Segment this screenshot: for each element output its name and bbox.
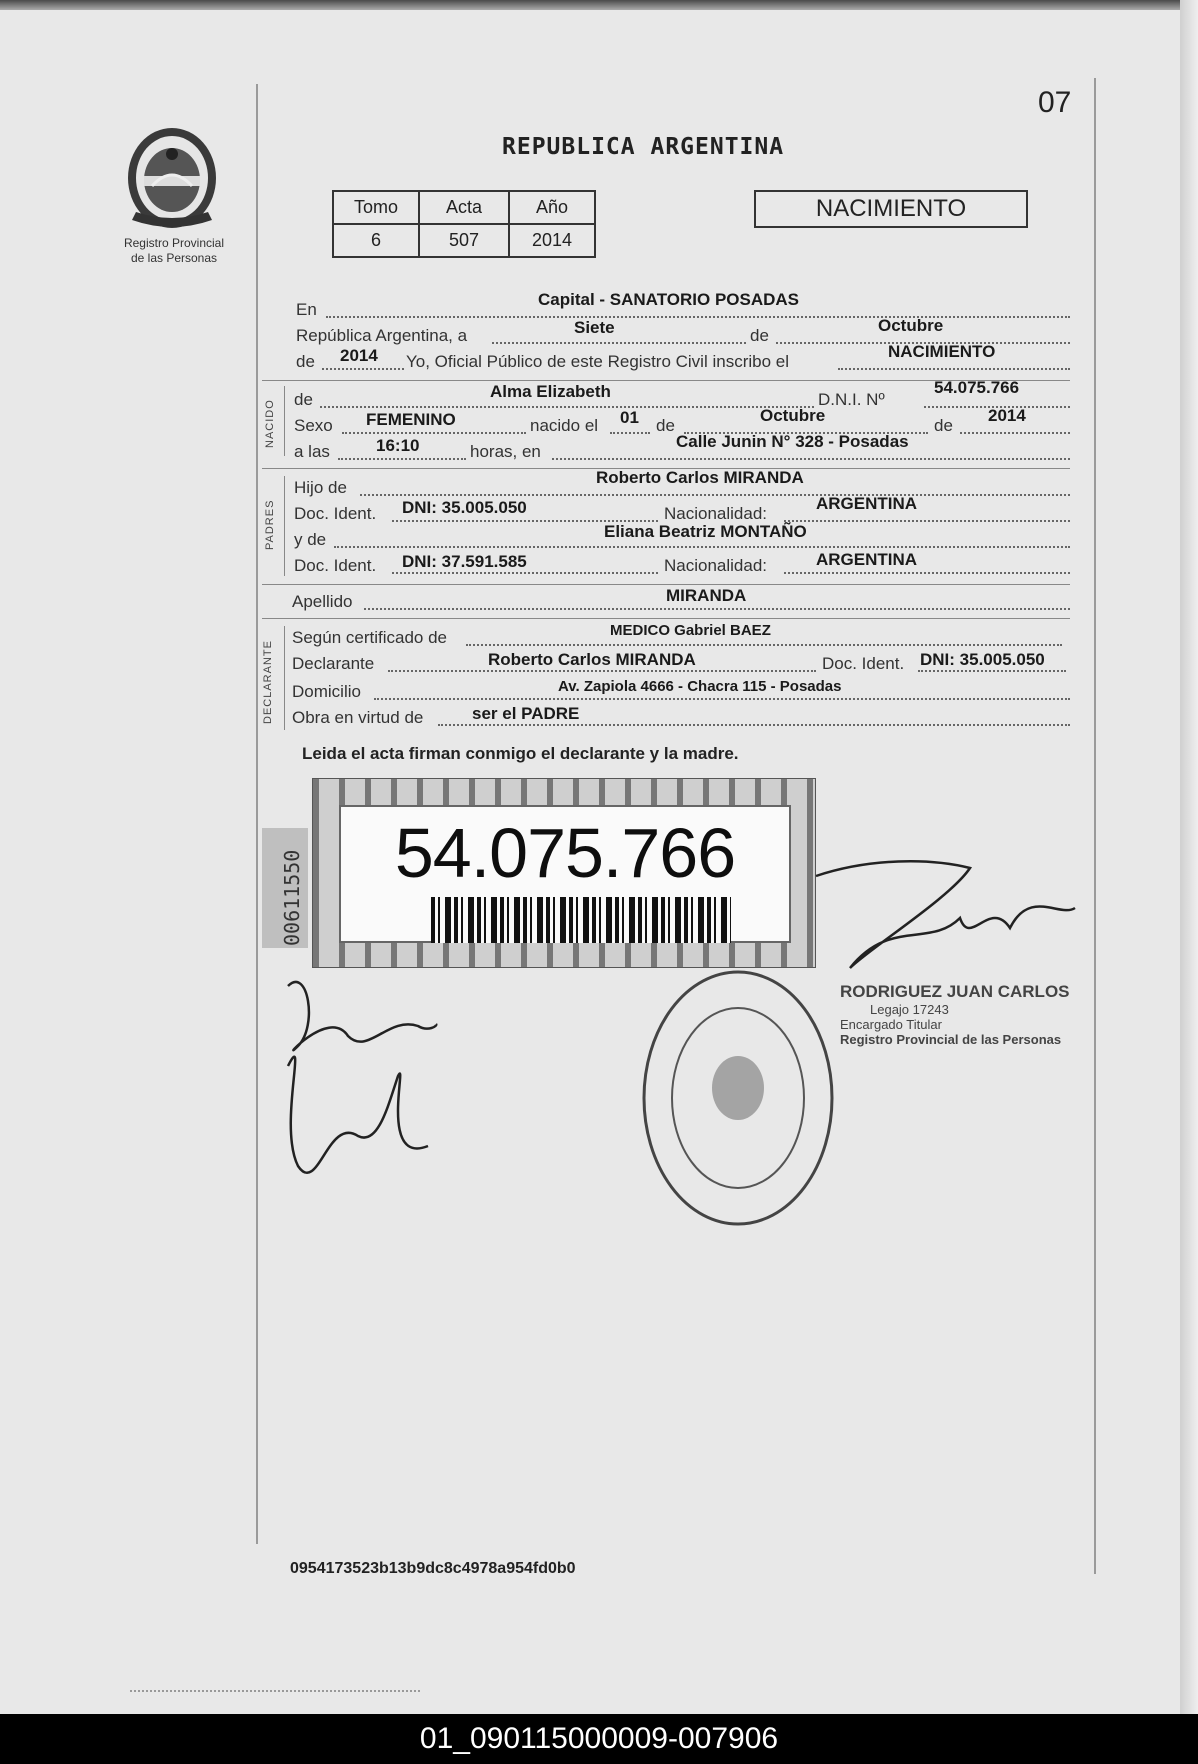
right-margin-line — [1094, 78, 1096, 1574]
official-block — [840, 982, 1080, 1047]
label-doc-ident2: Doc. Ident. — [294, 556, 377, 575]
dotted-line — [338, 458, 466, 460]
dotted-line — [918, 670, 1066, 672]
left-margin-line — [256, 84, 258, 1544]
label-de-name: de — [294, 390, 313, 409]
official-name: RODRIGUEZ JUAN CARLOS — [840, 982, 1070, 1001]
dotted-line — [838, 368, 1070, 370]
official-stamp-icon — [640, 968, 836, 1228]
header-acta: Acta — [419, 191, 509, 224]
header-tomo: Tomo — [333, 191, 419, 224]
dotted-line — [360, 494, 1070, 496]
label-obra: Obra en virtud de — [292, 708, 424, 727]
value-mes-nac: Octubre — [760, 406, 826, 425]
label-hijo-de: Hijo de — [294, 478, 347, 497]
signature-left-icon — [268, 966, 448, 1206]
dotted-line — [320, 406, 814, 408]
official-registro: Registro Provincial de las Personas — [840, 1032, 1062, 1047]
document-title: REPUBLICA ARGENTINA — [502, 134, 785, 160]
value-hora: 16:10 — [376, 436, 420, 455]
label-de3: de — [656, 416, 675, 435]
value-dni: 54.075.766 — [934, 378, 1020, 397]
label-y-de: y de — [294, 530, 327, 549]
dotted-line — [466, 644, 1062, 646]
value-lugar: Capital - SANATORIO POSADAS — [538, 290, 800, 309]
label-a-las: a las — [294, 442, 330, 461]
page-number: 07 — [1038, 86, 1072, 119]
value-anio: 2014 — [509, 224, 595, 257]
dotted-line — [326, 316, 1070, 318]
value-madre: Eliana Beatriz MONTAÑO — [604, 522, 807, 541]
value-certificado: MEDICO Gabriel BAEZ — [610, 622, 771, 639]
value-padre: Roberto Carlos MIRANDA — [596, 468, 804, 487]
label-segun: Según certificado de — [292, 628, 447, 647]
dotted-line — [388, 670, 816, 672]
label-doc-ident: Doc. Ident. — [294, 504, 377, 523]
bottom-dotted-line — [130, 1690, 420, 1692]
document-hash: 0954173523b13b9dc8c4978a954fd0b0 — [290, 1560, 576, 1577]
label-en: En — [296, 300, 317, 319]
dotted-line — [374, 698, 1070, 700]
signature-right-icon — [810, 858, 1080, 988]
side-label-padres: PADRES — [264, 499, 276, 550]
value-declarante: Roberto Carlos MIRANDA — [488, 650, 696, 669]
value-apellido: MIRANDA — [666, 586, 747, 605]
side-rule — [284, 476, 285, 576]
dotted-line — [392, 572, 658, 574]
dotted-line — [322, 368, 404, 370]
dotted-line — [438, 724, 1070, 726]
sticker-serial: 00611550 — [280, 849, 304, 946]
value-dia-nac: 01 — [620, 408, 639, 427]
record-type-box: NACIMIENTO — [754, 190, 1028, 228]
registry-line-1: Registro Provincial — [123, 236, 225, 250]
dotted-line — [492, 342, 746, 344]
value-acta: 507 — [419, 224, 509, 257]
tomo-acta-anio-table — [332, 190, 596, 258]
official-legajo: Legajo 17243 — [870, 1002, 949, 1017]
value-nombre: Alma Elizabeth — [490, 382, 611, 401]
label-doc-ident3: Doc. Ident. — [822, 654, 905, 673]
dotted-line — [552, 458, 1070, 460]
dotted-line — [960, 432, 1070, 434]
label-domicilio: Domicilio — [292, 682, 361, 701]
sticker-inner — [339, 805, 791, 943]
label-nacionalidad: Nacionalidad: — [664, 504, 768, 523]
label-de: de — [750, 326, 769, 345]
value-dia-letras: Siete — [574, 318, 615, 337]
dotted-line — [610, 432, 650, 434]
value-obra: ser el PADRE — [472, 704, 580, 723]
scan-footer-id: 01_090115000009-007906 — [0, 1714, 1198, 1764]
value-declarante-doc: DNI: 35.005.050 — [920, 650, 1045, 669]
label-horas-en: horas, en — [470, 442, 541, 461]
misiones-emblem-icon — [122, 124, 222, 232]
dotted-line — [364, 608, 1070, 610]
value-sexo: FEMENINO — [366, 410, 456, 429]
dotted-line — [784, 572, 1070, 574]
label-declarante: Declarante — [292, 654, 375, 673]
side-rule — [284, 386, 285, 456]
label-sexo: Sexo — [294, 416, 333, 435]
registry-line-2: de las Personas — [130, 251, 218, 265]
dotted-line — [342, 432, 526, 434]
value-tomo: 6 — [333, 224, 419, 257]
side-label-declarante: DECLARANTE — [262, 640, 274, 724]
label-nacionalidad2: Nacionalidad: — [664, 556, 768, 575]
side-label-nacido: NACIDO — [264, 399, 276, 448]
value-domicilio: Av. Zapiola 4666 - Chacra 115 - Posadas — [558, 678, 842, 695]
dni-sticker — [312, 778, 816, 968]
value-anio-nac: 2014 — [988, 406, 1026, 425]
label-de4: de — [934, 416, 953, 435]
dotted-line — [334, 546, 1070, 548]
label-yo: Yo, Oficial Público de este Registro Civil inscribo el — [406, 352, 789, 371]
label-dni: D.N.I. Nº — [818, 390, 885, 409]
value-padre-nac: ARGENTINA — [816, 494, 918, 513]
value-acto: NACIMIENTO — [888, 342, 996, 361]
registry-caption — [104, 236, 244, 266]
value-lugar-nac: Calle Junin N° 328 - Posadas — [676, 432, 909, 451]
value-mes: Octubre — [878, 316, 944, 335]
barcode-icon — [431, 897, 731, 943]
official-cargo: Encargado Titular — [840, 1017, 942, 1032]
section-separator — [262, 618, 1070, 619]
header-anio: Año — [509, 191, 595, 224]
closing-statement: Leida el acta firman conmigo el declarante y la madre. — [302, 744, 739, 763]
section-separator — [262, 584, 1070, 585]
label-republica: República Argentina, a — [296, 326, 468, 345]
side-rule — [284, 626, 285, 730]
value-madre-doc: DNI: 37.591.585 — [402, 552, 527, 571]
value-padre-doc: DNI: 35.005.050 — [402, 498, 527, 517]
value-anio: 2014 — [340, 346, 378, 365]
dotted-line — [784, 520, 1070, 522]
label-apellido: Apellido — [292, 592, 353, 611]
sticker-number: 54.075.766 — [394, 814, 736, 892]
label-nacido-el: nacido el — [530, 416, 599, 435]
label-de2: de — [296, 352, 315, 371]
value-madre-nac: ARGENTINA — [816, 550, 918, 569]
scan-right-edge — [1180, 0, 1198, 1714]
